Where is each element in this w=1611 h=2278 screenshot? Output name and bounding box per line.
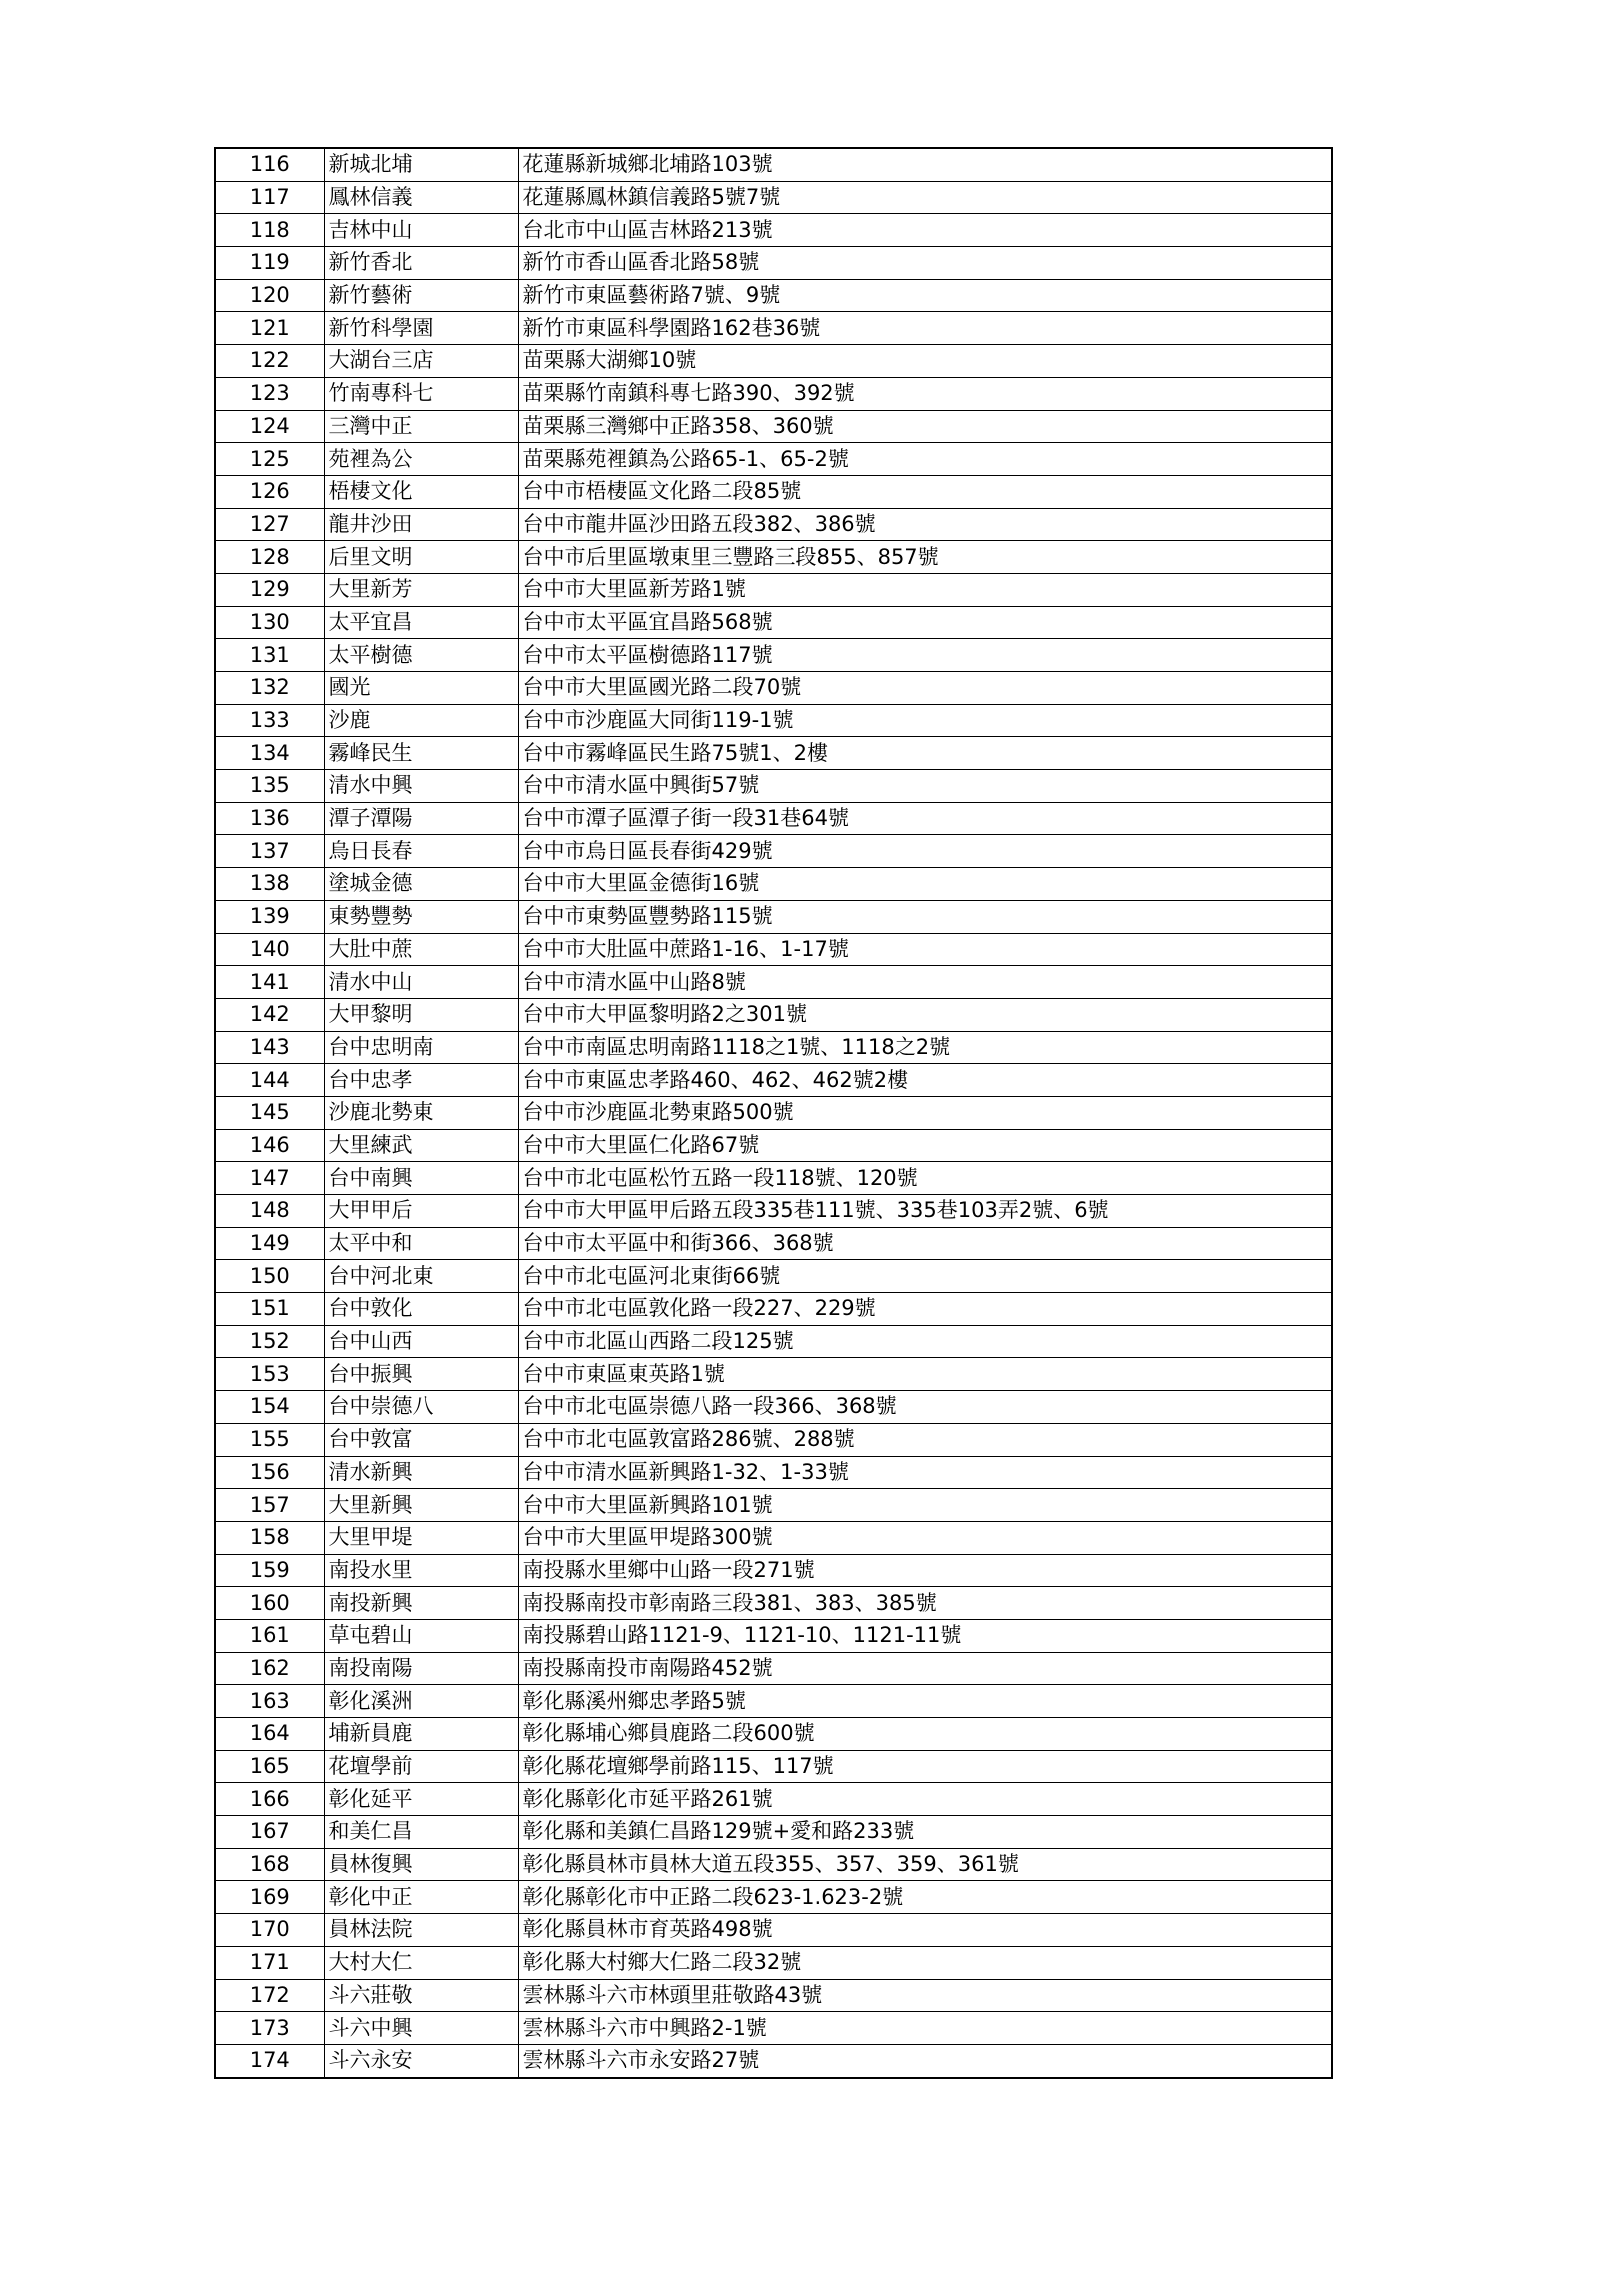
store-name-cell: 沙鹿	[324, 704, 518, 737]
store-name-cell: 三灣中正	[324, 410, 518, 443]
store-name-cell: 潭子潭陽	[324, 802, 518, 835]
table-row	[215, 1293, 1332, 1326]
store-address-cell: 台中市烏日區長春街429號	[518, 835, 1332, 868]
row-number-cell: 122	[215, 345, 324, 378]
store-name-cell: 大村大仁	[324, 1946, 518, 1979]
store-address-cell: 台中市太平區宜昌路568號	[518, 606, 1332, 639]
store-address-cell: 彰化縣員林市員林大道五段355、357、359、361號	[518, 1848, 1332, 1881]
row-number-cell: 156	[215, 1456, 324, 1489]
store-address-cell: 新竹市東區藝術路7號、9號	[518, 279, 1332, 312]
table-row	[215, 933, 1332, 966]
store-address-cell: 雲林縣斗六市林頭里莊敬路43號	[518, 1979, 1332, 2012]
store-address-cell: 台中市大肚區中蔗路1-16、1-17號	[518, 933, 1332, 966]
store-address-cell: 台中市霧峰區民生路75號1、2樓	[518, 737, 1332, 770]
table-row	[215, 1423, 1332, 1456]
row-number-cell: 129	[215, 573, 324, 606]
store-address-cell: 台中市太平區樹德路117號	[518, 639, 1332, 672]
store-address-cell: 彰化縣大村鄉大仁路二段32號	[518, 1946, 1332, 1979]
row-number-cell: 157	[215, 1489, 324, 1522]
store-name-cell: 龍井沙田	[324, 508, 518, 541]
store-address-cell: 台中市太平區中和街366、368號	[518, 1227, 1332, 1260]
row-number-cell: 126	[215, 475, 324, 508]
store-name-cell: 東勢豐勢	[324, 900, 518, 933]
table-row	[215, 443, 1332, 476]
row-number-cell: 144	[215, 1064, 324, 1097]
store-name-cell: 斗六中興	[324, 2012, 518, 2045]
row-number-cell: 162	[215, 1652, 324, 1685]
store-address-cell: 台中市大甲區甲后路五段335巷111號、335巷103弄2號、6號	[518, 1195, 1332, 1228]
store-name-cell: 台中敦化	[324, 1293, 518, 1326]
store-address-cell: 彰化縣彰化市中正路二段623-1.623-2號	[518, 1881, 1332, 1914]
row-number-cell: 146	[215, 1129, 324, 1162]
table-row	[215, 1816, 1332, 1849]
store-name-cell: 台中忠明南	[324, 1031, 518, 1064]
table-row	[215, 508, 1332, 541]
store-name-cell: 大里甲堤	[324, 1521, 518, 1554]
row-number-cell: 149	[215, 1227, 324, 1260]
table-row	[215, 1358, 1332, 1391]
store-address-cell: 台中市東區東英路1號	[518, 1358, 1332, 1391]
store-address-cell: 台中市大里區國光路二段70號	[518, 672, 1332, 705]
row-number-cell: 153	[215, 1358, 324, 1391]
table-row	[215, 247, 1332, 280]
table-row	[215, 1783, 1332, 1816]
row-number-cell: 147	[215, 1162, 324, 1195]
store-address-cell: 台中市沙鹿區北勢東路500號	[518, 1096, 1332, 1129]
store-address-cell: 彰化縣和美鎮仁昌路129號+愛和路233號	[518, 1816, 1332, 1849]
row-number-cell: 130	[215, 606, 324, 639]
table-row	[215, 1129, 1332, 1162]
row-number-cell: 117	[215, 181, 324, 214]
store-name-cell: 台中南興	[324, 1162, 518, 1195]
row-number-cell: 163	[215, 1685, 324, 1718]
store-name-cell: 吉林中山	[324, 214, 518, 247]
store-name-cell: 新城北埔	[324, 148, 518, 181]
table-row	[215, 279, 1332, 312]
table-row	[215, 345, 1332, 378]
table-row	[215, 1521, 1332, 1554]
store-address-cell: 彰化縣花壇鄉學前路115、117號	[518, 1750, 1332, 1783]
store-name-cell: 大里練武	[324, 1129, 518, 1162]
table-row	[215, 181, 1332, 214]
store-name-cell: 清水新興	[324, 1456, 518, 1489]
store-name-cell: 南投水里	[324, 1554, 518, 1587]
row-number-cell: 121	[215, 312, 324, 345]
store-name-cell: 塗城金德	[324, 868, 518, 901]
store-name-cell: 苑裡為公	[324, 443, 518, 476]
store-name-cell: 清水中興	[324, 770, 518, 803]
store-address-cell: 雲林縣斗六市永安路27號	[518, 2044, 1332, 2077]
store-address-cell: 台中市清水區新興路1-32、1-33號	[518, 1456, 1332, 1489]
store-name-cell: 彰化溪洲	[324, 1685, 518, 1718]
store-address-cell: 台中市沙鹿區大同街119-1號	[518, 704, 1332, 737]
table-row	[215, 1325, 1332, 1358]
row-number-cell: 124	[215, 410, 324, 443]
store-address-cell: 台中市梧棲區文化路二段85號	[518, 475, 1332, 508]
store-name-cell: 太平宜昌	[324, 606, 518, 639]
store-address-cell: 台中市大里區新芳路1號	[518, 573, 1332, 606]
store-name-cell: 新竹藝術	[324, 279, 518, 312]
table-body	[215, 148, 1332, 2078]
store-name-cell: 彰化延平	[324, 1783, 518, 1816]
store-name-cell: 大甲甲后	[324, 1195, 518, 1228]
table-row	[215, 770, 1332, 803]
row-number-cell: 127	[215, 508, 324, 541]
row-number-cell: 150	[215, 1260, 324, 1293]
table-row	[215, 1946, 1332, 1979]
row-number-cell: 123	[215, 377, 324, 410]
table-row	[215, 1750, 1332, 1783]
store-address-cell: 新竹市香山區香北路58號	[518, 247, 1332, 280]
row-number-cell: 118	[215, 214, 324, 247]
store-name-cell: 埔新員鹿	[324, 1718, 518, 1751]
row-number-cell: 159	[215, 1554, 324, 1587]
row-number-cell: 172	[215, 1979, 324, 2012]
store-name-cell: 梧棲文化	[324, 475, 518, 508]
table-row	[215, 998, 1332, 1031]
row-number-cell: 136	[215, 802, 324, 835]
row-number-cell: 137	[215, 835, 324, 868]
row-number-cell: 142	[215, 998, 324, 1031]
table-row	[215, 672, 1332, 705]
row-number-cell: 139	[215, 900, 324, 933]
store-name-cell: 斗六永安	[324, 2044, 518, 2077]
store-name-cell: 台中崇德八	[324, 1391, 518, 1424]
store-name-cell: 員林復興	[324, 1848, 518, 1881]
row-number-cell: 164	[215, 1718, 324, 1751]
store-address-cell: 台中市潭子區潭子街一段31巷64號	[518, 802, 1332, 835]
store-name-cell: 員林法院	[324, 1914, 518, 1947]
store-name-cell: 后里文明	[324, 541, 518, 574]
table-row	[215, 868, 1332, 901]
row-number-cell: 134	[215, 737, 324, 770]
row-number-cell: 170	[215, 1914, 324, 1947]
store-address-cell: 台中市清水區中興街57號	[518, 770, 1332, 803]
row-number-cell: 165	[215, 1750, 324, 1783]
row-number-cell: 152	[215, 1325, 324, 1358]
store-address-cell: 台北市中山區吉林路213號	[518, 214, 1332, 247]
store-address-cell: 花蓮縣新城鄉北埔路103號	[518, 148, 1332, 181]
store-address-cell: 台中市清水區中山路8號	[518, 966, 1332, 999]
table-row	[215, 1195, 1332, 1228]
store-address-cell: 雲林縣斗六市中興路2-1號	[518, 2012, 1332, 2045]
table-row	[215, 377, 1332, 410]
row-number-cell: 143	[215, 1031, 324, 1064]
store-address-cell: 新竹市東區科學園路162巷36號	[518, 312, 1332, 345]
row-number-cell: 145	[215, 1096, 324, 1129]
store-address-cell: 彰化縣溪州鄉忠孝路5號	[518, 1685, 1332, 1718]
table-row	[215, 541, 1332, 574]
store-address-cell: 台中市北屯區敦富路286號、288號	[518, 1423, 1332, 1456]
table-row	[215, 148, 1332, 181]
row-number-cell: 166	[215, 1783, 324, 1816]
store-name-cell: 大肚中蔗	[324, 933, 518, 966]
table-row	[215, 1162, 1332, 1195]
store-address-cell: 南投縣水里鄉中山路一段271號	[518, 1554, 1332, 1587]
store-address-cell: 台中市龍井區沙田路五段382、386號	[518, 508, 1332, 541]
store-name-cell: 清水中山	[324, 966, 518, 999]
row-number-cell: 141	[215, 966, 324, 999]
table-row	[215, 802, 1332, 835]
store-address-cell: 花蓮縣鳳林鎮信義路5號7號	[518, 181, 1332, 214]
row-number-cell: 132	[215, 672, 324, 705]
table-row	[215, 835, 1332, 868]
store-address-cell: 台中市大甲區黎明路2之301號	[518, 998, 1332, 1031]
table-row	[215, 312, 1332, 345]
row-number-cell: 154	[215, 1391, 324, 1424]
store-name-cell: 太平樹德	[324, 639, 518, 672]
store-address-cell: 南投縣南投市彰南路三段381、383、385號	[518, 1587, 1332, 1620]
row-number-cell: 135	[215, 770, 324, 803]
store-name-cell: 鳳林信義	[324, 181, 518, 214]
table-row	[215, 1031, 1332, 1064]
store-name-cell: 彰化中正	[324, 1881, 518, 1914]
store-address-cell: 台中市北屯區敦化路一段227、229號	[518, 1293, 1332, 1326]
table-row	[215, 1848, 1332, 1881]
store-address-table	[214, 147, 1333, 2079]
row-number-cell: 148	[215, 1195, 324, 1228]
store-name-cell: 台中山西	[324, 1325, 518, 1358]
store-address-cell: 彰化縣員林市育英路498號	[518, 1914, 1332, 1947]
table-row	[215, 214, 1332, 247]
store-address-cell: 苗栗縣大湖鄉10號	[518, 345, 1332, 378]
table-row	[215, 1260, 1332, 1293]
table-row	[215, 475, 1332, 508]
table-row	[215, 1881, 1332, 1914]
table-row	[215, 1718, 1332, 1751]
store-name-cell: 烏日長春	[324, 835, 518, 868]
store-name-cell: 太平中和	[324, 1227, 518, 1260]
store-name-cell: 和美仁昌	[324, 1816, 518, 1849]
table-row	[215, 1652, 1332, 1685]
table-row	[215, 2044, 1332, 2077]
row-number-cell: 120	[215, 279, 324, 312]
row-number-cell: 158	[215, 1521, 324, 1554]
row-number-cell: 128	[215, 541, 324, 574]
row-number-cell: 173	[215, 2012, 324, 2045]
store-name-cell: 南投新興	[324, 1587, 518, 1620]
table-row	[215, 410, 1332, 443]
store-name-cell: 大里新興	[324, 1489, 518, 1522]
table-row	[215, 900, 1332, 933]
table-row	[215, 1685, 1332, 1718]
table-row	[215, 1064, 1332, 1097]
store-name-cell: 台中敦富	[324, 1423, 518, 1456]
store-address-cell: 苗栗縣苑裡鎮為公路65-1、65-2號	[518, 443, 1332, 476]
row-number-cell: 125	[215, 443, 324, 476]
store-address-cell: 台中市東區忠孝路460、462、462號2樓	[518, 1064, 1332, 1097]
store-address-cell: 南投縣碧山路1121-9、1121-10、1121-11號	[518, 1619, 1332, 1652]
table-row	[215, 606, 1332, 639]
table-row	[215, 1227, 1332, 1260]
row-number-cell: 140	[215, 933, 324, 966]
row-number-cell: 169	[215, 1881, 324, 1914]
table-row	[215, 1619, 1332, 1652]
table-row	[215, 1489, 1332, 1522]
table-row	[215, 966, 1332, 999]
store-name-cell: 大甲黎明	[324, 998, 518, 1031]
store-name-cell: 竹南專科七	[324, 377, 518, 410]
row-number-cell: 160	[215, 1587, 324, 1620]
row-number-cell: 168	[215, 1848, 324, 1881]
table-row	[215, 1096, 1332, 1129]
store-address-cell: 台中市大里區仁化路67號	[518, 1129, 1332, 1162]
table-row	[215, 704, 1332, 737]
store-address-cell: 彰化縣彰化市延平路261號	[518, 1783, 1332, 1816]
store-name-cell: 台中河北東	[324, 1260, 518, 1293]
table-row	[215, 1914, 1332, 1947]
table-row	[215, 1554, 1332, 1587]
store-name-cell: 台中振興	[324, 1358, 518, 1391]
store-name-cell: 花壇學前	[324, 1750, 518, 1783]
store-address-cell: 苗栗縣三灣鄉中正路358、360號	[518, 410, 1332, 443]
store-address-cell: 台中市北屯區崇德八路一段366、368號	[518, 1391, 1332, 1424]
store-name-cell: 霧峰民生	[324, 737, 518, 770]
row-number-cell: 119	[215, 247, 324, 280]
store-name-cell: 新竹香北	[324, 247, 518, 280]
row-number-cell: 138	[215, 868, 324, 901]
store-name-cell: 南投南陽	[324, 1652, 518, 1685]
store-name-cell: 國光	[324, 672, 518, 705]
table-row	[215, 1587, 1332, 1620]
row-number-cell: 171	[215, 1946, 324, 1979]
row-number-cell: 167	[215, 1816, 324, 1849]
table-row	[215, 737, 1332, 770]
store-name-cell: 沙鹿北勢東	[324, 1096, 518, 1129]
row-number-cell: 133	[215, 704, 324, 737]
store-address-cell: 台中市大里區金德街16號	[518, 868, 1332, 901]
store-address-cell: 彰化縣埔心鄉員鹿路二段600號	[518, 1718, 1332, 1751]
store-name-cell: 大里新芳	[324, 573, 518, 606]
store-name-cell: 草屯碧山	[324, 1619, 518, 1652]
store-address-cell: 南投縣南投市南陽路452號	[518, 1652, 1332, 1685]
store-name-cell: 台中忠孝	[324, 1064, 518, 1097]
row-number-cell: 155	[215, 1423, 324, 1456]
row-number-cell: 174	[215, 2044, 324, 2077]
store-address-cell: 台中市后里區墩東里三豐路三段855、857號	[518, 541, 1332, 574]
table-row	[215, 2012, 1332, 2045]
store-address-cell: 台中市北區山西路二段125號	[518, 1325, 1332, 1358]
table-row	[215, 639, 1332, 672]
store-address-cell: 苗栗縣竹南鎮科專七路390、392號	[518, 377, 1332, 410]
store-address-cell: 台中市南區忠明南路1118之1號、1118之2號	[518, 1031, 1332, 1064]
store-address-cell: 台中市北屯區松竹五路一段118號、120號	[518, 1162, 1332, 1195]
table-row	[215, 1456, 1332, 1489]
store-address-cell: 台中市大里區甲堤路300號	[518, 1521, 1332, 1554]
row-number-cell: 161	[215, 1619, 324, 1652]
row-number-cell: 151	[215, 1293, 324, 1326]
table-row	[215, 1391, 1332, 1424]
store-address-cell: 台中市北屯區河北東街66號	[518, 1260, 1332, 1293]
row-number-cell: 116	[215, 148, 324, 181]
store-name-cell: 新竹科學園	[324, 312, 518, 345]
table-row	[215, 573, 1332, 606]
store-name-cell: 斗六莊敬	[324, 1979, 518, 2012]
store-address-cell: 台中市東勢區豐勢路115號	[518, 900, 1332, 933]
store-name-cell: 大湖台三店	[324, 345, 518, 378]
store-address-cell: 台中市大里區新興路101號	[518, 1489, 1332, 1522]
row-number-cell: 131	[215, 639, 324, 672]
table-row	[215, 1979, 1332, 2012]
